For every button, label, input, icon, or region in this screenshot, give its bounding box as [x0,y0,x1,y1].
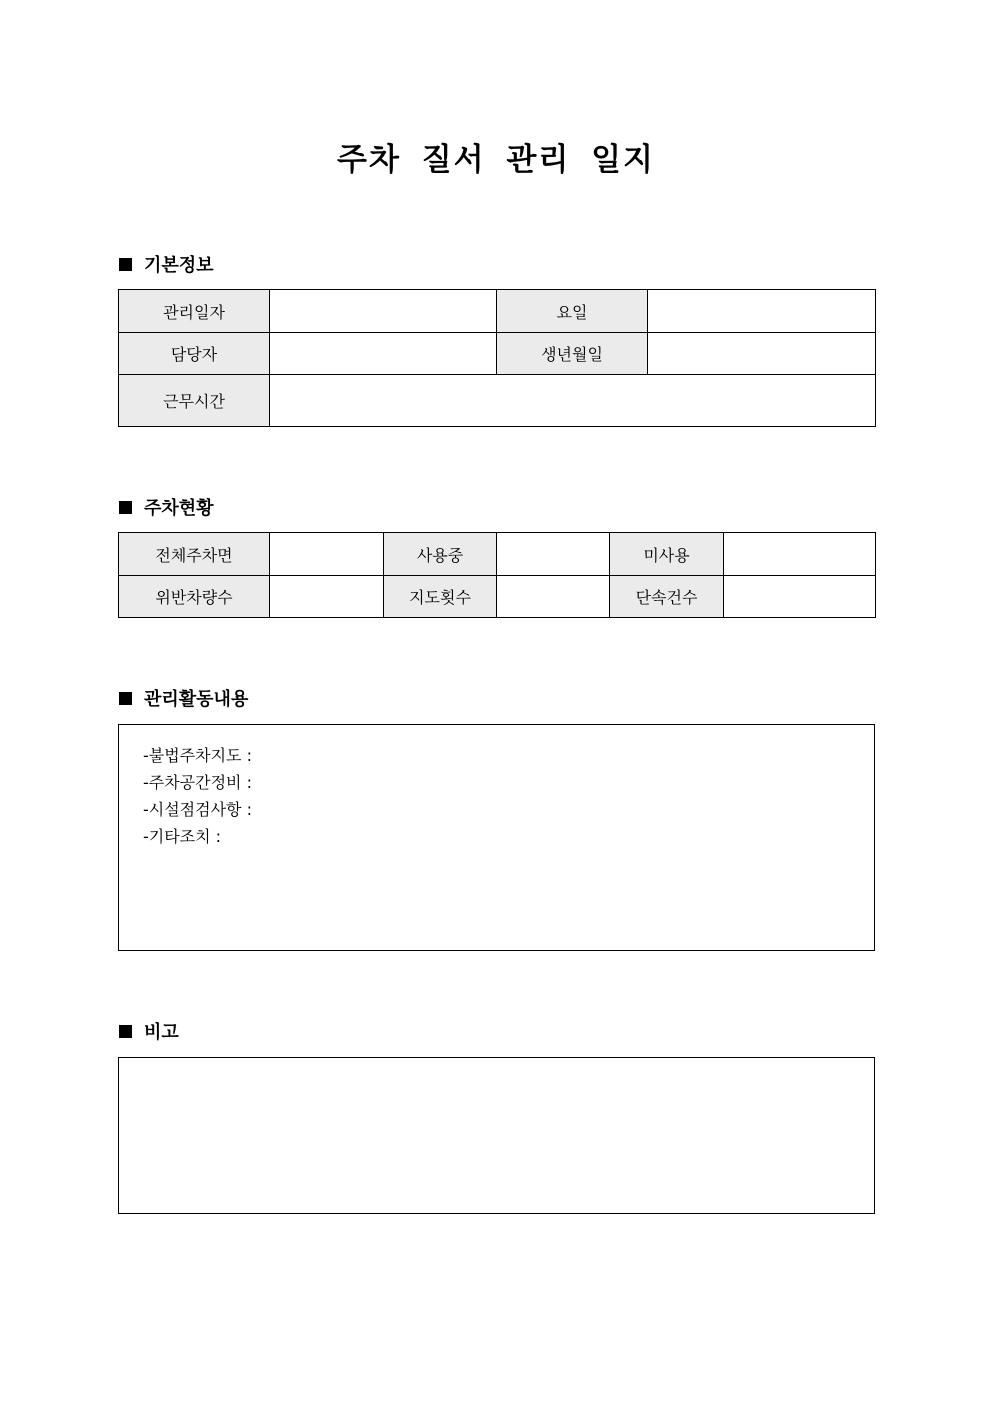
section-heading-parking-status [119,495,214,519]
field-manager[interactable] [270,333,497,375]
activity-item-illegal-parking: -불법주차지도 : [143,746,252,765]
label-birth: 생년월일 [497,333,648,375]
activity-item-space-maintenance: -주차공간정비 : [143,773,252,792]
field-in-use[interactable] [497,533,610,576]
section-title: 주차현황 [144,498,214,519]
label-date: 관리일자 [119,290,270,333]
basic-info-table [118,289,876,427]
label-guidance: 지도횟수 [384,576,497,618]
label-total-spaces: 전체주차면 [119,533,270,576]
section-title: 비고 [144,1022,179,1043]
square-bullet-icon [119,258,132,271]
field-enforcement[interactable] [724,576,876,618]
field-day[interactable] [648,290,876,333]
activity-item-other-measures: -기타조치 : [143,827,222,846]
activities-box[interactable] [118,724,875,951]
activity-item-facility-inspection: -시설점검사항 : [143,800,252,819]
section-title: 관리활동내용 [144,689,249,710]
square-bullet-icon [119,1025,132,1038]
field-birth[interactable] [648,333,876,375]
field-unused[interactable] [724,533,876,576]
field-guidance[interactable] [497,576,610,618]
section-heading-remarks [119,1019,179,1043]
parking-status-table [118,532,876,618]
square-bullet-icon [119,501,132,514]
label-manager: 담당자 [119,333,270,375]
field-total-spaces[interactable] [270,533,384,576]
field-date[interactable] [270,290,497,333]
section-heading-basic-info [119,252,214,276]
field-hours[interactable] [270,375,876,427]
label-in-use: 사용중 [384,533,497,576]
label-unused: 미사용 [610,533,724,576]
section-title: 기본정보 [144,255,214,276]
label-hours: 근무시간 [119,375,270,427]
square-bullet-icon [119,692,132,705]
field-violations[interactable] [270,576,384,618]
page-title: 주차 질서 관리 일지 [337,142,655,178]
activity-list [119,725,874,850]
remarks-box[interactable] [118,1057,875,1214]
label-day: 요일 [497,290,648,333]
section-heading-activities [119,686,248,710]
label-violations: 위반차량수 [119,576,270,618]
label-enforcement: 단속건수 [610,576,724,618]
